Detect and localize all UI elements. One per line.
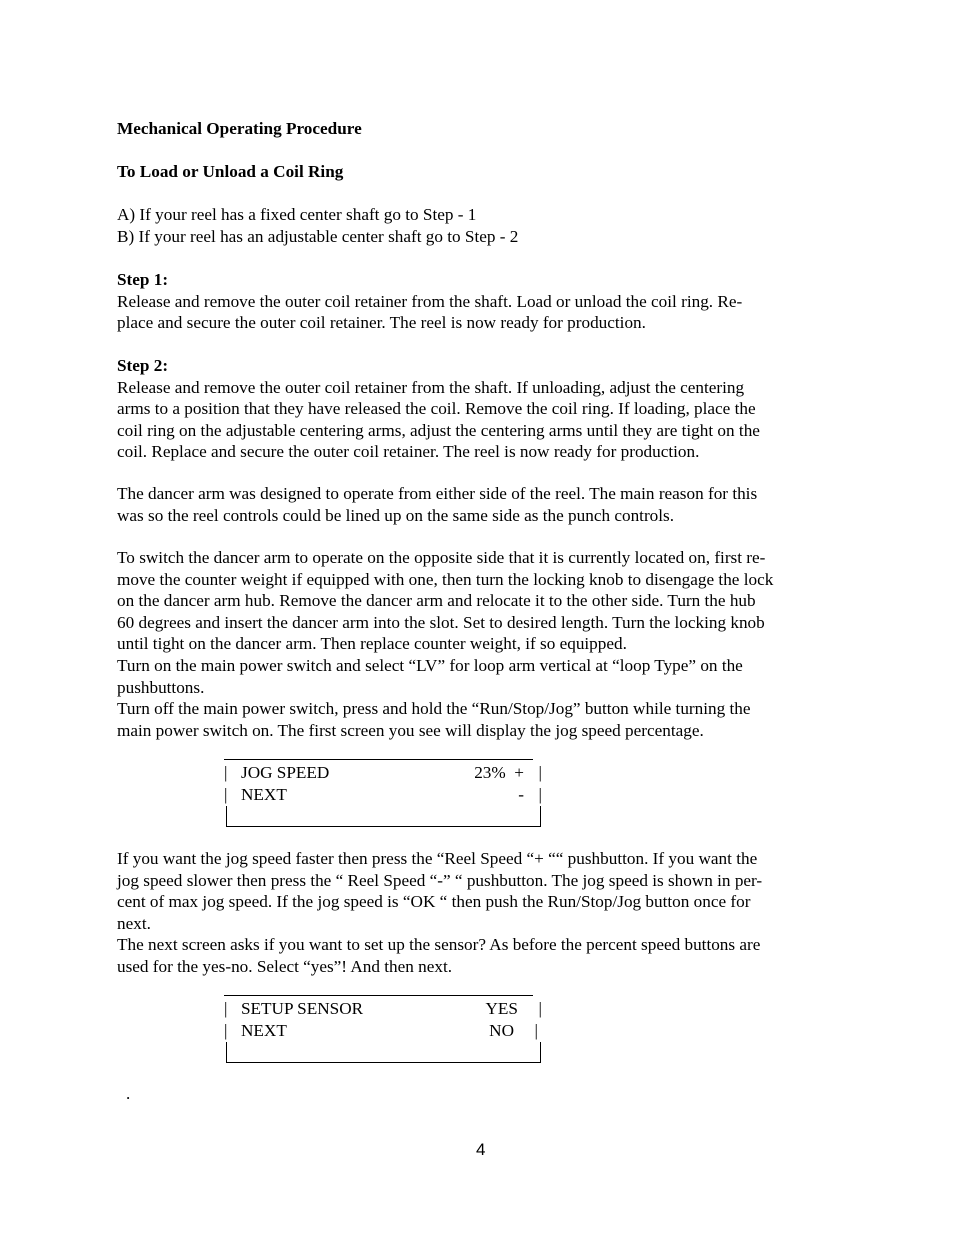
screen-row <box>224 762 542 784</box>
screen-top-border <box>224 759 533 760</box>
option-a: A) If your reel has a fixed center shaft go to Step - 1 <box>117 205 477 224</box>
paragraph-line: The next screen asks if you want to set up the sensor? As before the percent speed buttons are <box>117 935 761 955</box>
switch-paragraph <box>117 547 847 741</box>
paragraph-line: was so the reel controls could be lined up on the same side as the punch controls. <box>117 505 675 525</box>
screen-bottom-border <box>226 806 541 827</box>
paragraph-line: used for the yes-no. Select “yes”! And then next. <box>117 956 453 976</box>
paragraph-line: cent of max jog speed. If the jog speed is “OK “ then push the Run/Stop/Jog button once for <box>117 892 751 912</box>
step1-line: Release and remove the outer coil retainer from the shaft. Load or unload the coil ring. Re- <box>117 291 743 311</box>
paragraph-line: Turn off the main power switch, press and hold the “Run/Stop/Jog” button while turning the <box>117 699 751 719</box>
jog-speed-value: 23% + <box>474 763 524 782</box>
next-label: NEXT <box>241 785 287 804</box>
screen-bar: | <box>538 999 542 1018</box>
minus-sign: - <box>518 785 524 804</box>
option-b: B) If your reel has an adjustable center shaft go to Step - 2 <box>117 226 519 246</box>
page-heading: Mechanical Operating Procedure <box>117 119 362 138</box>
step2-line: arms to a position that they have released the coil. Remove the coil ring. If loading, place the <box>117 399 756 419</box>
stray-mark: . <box>126 1084 131 1103</box>
paragraph-line: The dancer arm was designed to operate from either side of the reel. The main reason for this <box>117 484 758 503</box>
paragraph-line: main power switch on. The first screen you see will display the jog speed percentage. <box>117 720 704 740</box>
paragraph-line: pushbuttons. <box>117 677 205 697</box>
step2-title: Step 2: <box>117 356 169 375</box>
section-heading: To Load or Unload a Coil Ring <box>117 162 344 181</box>
screen-bar: | <box>534 1021 538 1040</box>
step1-line: place and secure the outer coil retainer. The reel is now ready for production. <box>117 313 646 333</box>
setup-sensor-label: SETUP SENSOR <box>241 999 364 1018</box>
paragraph-line: If you want the jog speed faster then press the “Reel Speed “+ ““ pushbutton. If you want the <box>117 849 758 868</box>
paragraph-line: Turn on the main power switch and select “LV” for loop arm vertical at “loop Type” on the <box>117 655 743 675</box>
setup-sensor-screen <box>224 995 542 1063</box>
jog-speed-screen <box>224 759 542 827</box>
screen-bar: | <box>224 1021 228 1040</box>
screen-top-border <box>224 995 533 996</box>
dancer-paragraph <box>117 483 847 526</box>
screen-bottom-border <box>226 1042 541 1063</box>
paragraph-line: jog speed slower then press the “ Reel Speed “-” “ pushbutton. The jog speed is shown in per- <box>117 870 763 890</box>
screen-bar: | <box>538 785 542 804</box>
step1-title: Step 1: <box>117 270 169 289</box>
screen-bar: | <box>224 785 228 804</box>
step2-line: coil. Replace and secure the outer coil retainer. The reel is now ready for production. <box>117 442 700 462</box>
screen-bar: | <box>538 763 542 782</box>
jog-speed-label: JOG SPEED <box>241 763 330 782</box>
paragraph-line: move the counter weight if equipped with one, then turn the locking knob to disengage the lock <box>117 569 774 589</box>
no-option: NO <box>489 1021 514 1040</box>
paragraph-line: next. <box>117 913 151 933</box>
step2-section <box>117 355 847 463</box>
jog-paragraph <box>117 848 847 978</box>
paragraph-line: until tight on the dancer arm. Then replace counter weight, if so equipped. <box>117 634 627 654</box>
screen-bar: | <box>224 999 228 1018</box>
step2-line: coil ring on the adjustable centering arms, adjust the centering arms until they are tight on the <box>117 420 760 440</box>
step1-section <box>117 269 847 334</box>
screen-row <box>224 784 542 806</box>
page-number: 4 <box>476 1140 486 1159</box>
screen-bar: | <box>224 763 228 782</box>
screen-row <box>224 1020 542 1042</box>
paragraph-line: 60 degrees and insert the dancer arm into the slot. Set to desired length. Turn the locking knob <box>117 612 765 632</box>
step2-line: Release and remove the outer coil retainer from the shaft. If unloading, adjust the centering <box>117 377 745 397</box>
paragraph-line: on the dancer arm hub. Remove the dancer arm and relocate it to the other side. Turn the hub <box>117 591 756 611</box>
paragraph-line: To switch the dancer arm to operate on the opposite side that it is currently located on, first re- <box>117 548 766 567</box>
options-list <box>117 204 847 247</box>
yes-option: YES <box>485 999 518 1018</box>
next-label: NEXT <box>241 1021 287 1040</box>
screen-row <box>224 998 542 1020</box>
